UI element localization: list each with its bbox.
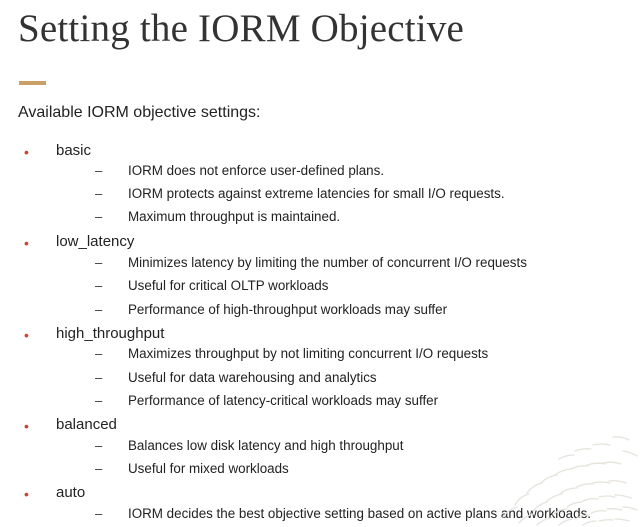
setting-point-text: Useful for data warehousing and analytics xyxy=(128,370,377,385)
dash-marker: – xyxy=(95,186,103,201)
setting-point xyxy=(0,301,643,321)
setting-point-text: IORM decides the best objective setting based on active plans and workloads. xyxy=(128,506,591,521)
setting-name: balanced xyxy=(56,416,117,433)
dash-marker: – xyxy=(95,255,103,270)
setting-point-text: Balances low disk latency and high throughput xyxy=(128,438,404,453)
setting-point-text: Maximum throughput is maintained. xyxy=(128,209,341,224)
dash-marker: – xyxy=(95,461,103,476)
dash-marker: – xyxy=(95,506,103,521)
setting-point xyxy=(0,369,643,389)
setting-point-text: Useful for critical OLTP workloads xyxy=(128,278,329,293)
setting-point xyxy=(0,208,643,228)
bullet-dot: • xyxy=(24,486,29,502)
title-accent-bar xyxy=(19,81,46,85)
setting-point xyxy=(0,345,643,365)
dash-marker: – xyxy=(95,302,103,317)
dash-marker: – xyxy=(95,163,103,178)
setting-name: basic xyxy=(56,142,92,159)
bullet-dot: • xyxy=(24,327,29,343)
dash-marker: – xyxy=(95,370,103,385)
intro-text: Available IORM objective settings: xyxy=(18,104,261,121)
slide-title: Setting the IORM Objective xyxy=(18,7,465,50)
setting-name: low_latency xyxy=(56,233,135,250)
setting-point-text: IORM protects against extreme latencies for small I/O requests. xyxy=(128,186,505,201)
dash-marker: – xyxy=(95,209,103,224)
setting-name: high_throughput xyxy=(56,325,165,342)
setting-point-text: Useful for mixed workloads xyxy=(128,461,289,476)
dash-marker: – xyxy=(95,278,103,293)
dash-marker: – xyxy=(95,438,103,453)
decorative-swirl-pattern xyxy=(463,397,643,527)
setting-point xyxy=(0,185,643,205)
setting-point-text: Minimizes latency by limiting the number of concurrent I/O requests xyxy=(128,255,527,270)
setting-point-text: Performance of high-throughput workloads may suffer xyxy=(128,302,448,317)
setting-point xyxy=(0,254,643,274)
setting-point-text: Maximizes throughput by not limiting concurrent I/O requests xyxy=(128,346,489,361)
setting-point-text: IORM does not enforce user-defined plans. xyxy=(128,163,385,178)
bullet-dot: • xyxy=(24,418,29,434)
setting-point xyxy=(0,162,643,182)
dash-marker: – xyxy=(95,393,103,408)
setting-name: auto xyxy=(56,484,86,501)
setting-point-text: Performance of latency-critical workloads may suffer xyxy=(128,393,439,408)
bullet-dot: • xyxy=(24,235,29,251)
bullet-dot: • xyxy=(24,144,29,160)
setting-point xyxy=(0,277,643,297)
dash-marker: – xyxy=(95,346,103,361)
